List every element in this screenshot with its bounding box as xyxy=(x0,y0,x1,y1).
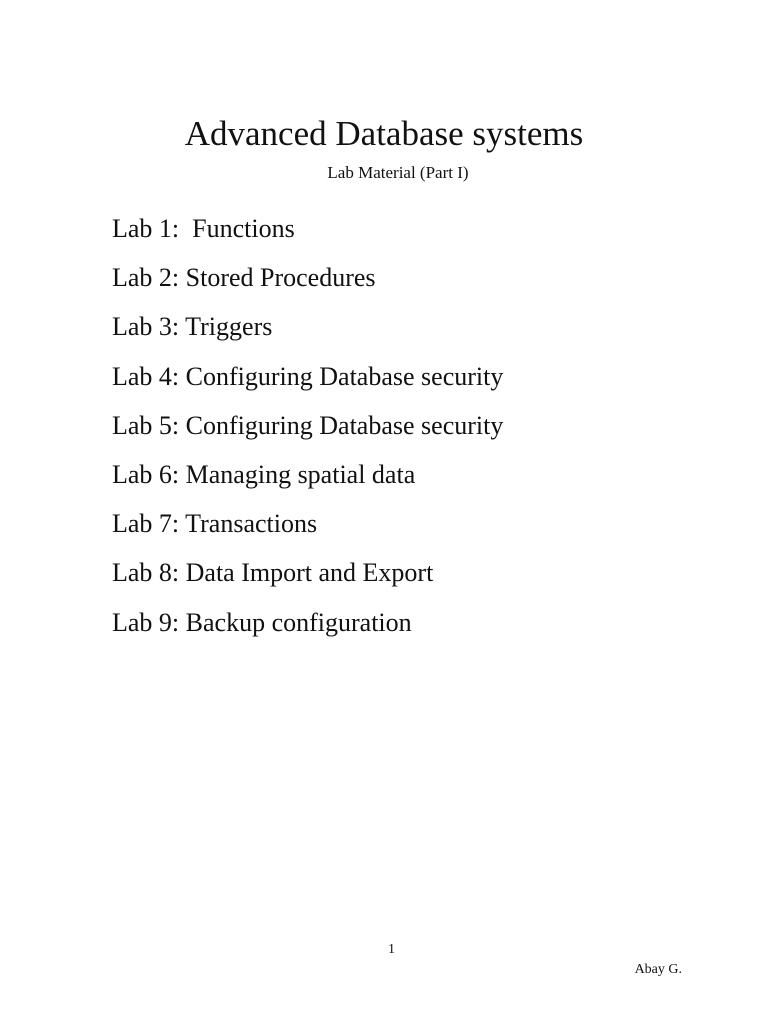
document-title: Advanced Database systems xyxy=(184,114,584,153)
lab-item-5: Lab 5: Configuring Database security xyxy=(112,410,504,440)
lab-item-7: Lab 7: Transactions xyxy=(112,509,318,539)
lab-item-2: Lab 2: Stored Procedures xyxy=(112,263,376,293)
lab-item-3: Lab 3: Triggers xyxy=(112,312,273,342)
page-number: 1 xyxy=(388,942,395,957)
lab-item-6: Lab 6: Managing spatial data xyxy=(112,460,416,490)
author-name: Abay G. xyxy=(634,962,682,977)
lab-item-8: Lab 8: Data Import and Export xyxy=(112,558,434,588)
lab-list xyxy=(112,204,503,647)
document-subtitle: Lab Material (Part I) xyxy=(327,163,469,182)
lab-item-4: Lab 4: Configuring Database security xyxy=(112,361,504,391)
lab-item-1: Lab 1: Functions xyxy=(112,214,295,243)
lab-item-9: Lab 9: Backup configuration xyxy=(112,607,412,637)
